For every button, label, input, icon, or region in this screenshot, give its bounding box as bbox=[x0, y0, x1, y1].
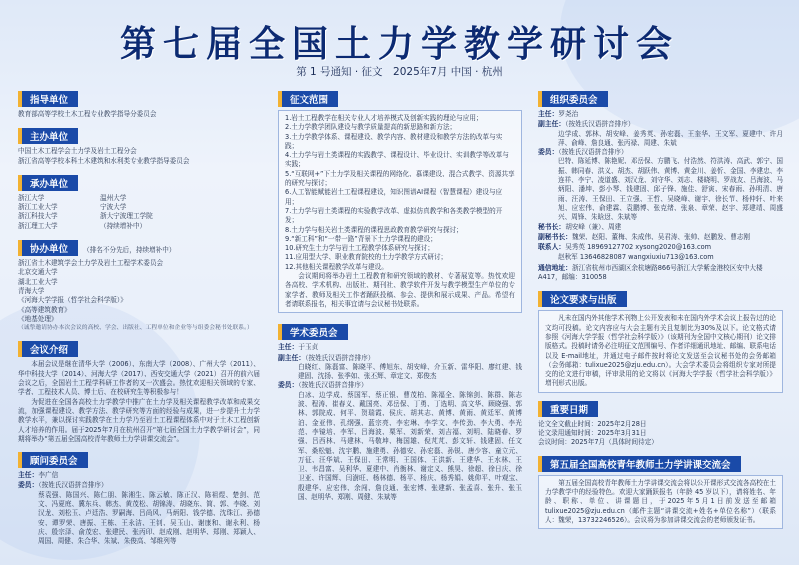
section-heading: 征文范围 bbox=[278, 91, 338, 107]
dates-section bbox=[538, 398, 783, 448]
organizer-name: 温州大学 bbox=[100, 193, 127, 202]
paper-section bbox=[538, 288, 783, 392]
organizer-name: 浙江大学 bbox=[18, 193, 45, 202]
field-label: 副秘书长： bbox=[538, 232, 572, 241]
paper-requirements: 凡未在国内外其他学术刊物上公开发表和未在国内外学术会议上报告过的论文均可投稿。论文内容应与大会主题有关且复制比为30%及以下。论文格式请参照《河海大学学报（哲学社会科学版）》（该期刊为全国中文核心期刊）论文排版格式。投稿时请务必注明征文范围编号、作者详细通讯地址、邮编、联系电话以及 E-mail地址，并通过电子邮件按时将论文发送至会议秘书处的会务邮箱（会务邮箱：tulixue2025@zju.edu.cn）。大会学术委员会将组织专家对所提交的论文进行审稿，评审录用的论文将以《河海大学学报（哲学社会科学版）》增刊形式出版。 bbox=[545, 314, 776, 388]
scope-item: 9.“新工科”和“一带一路”背景下土力学课程的建设； bbox=[285, 234, 437, 243]
section-heading: 主办单位 bbox=[18, 128, 78, 144]
members-note: （按姓氏汉语拼音排序） bbox=[305, 353, 375, 362]
field-label: 委员： bbox=[278, 381, 299, 390]
co-note: （排名不分先后，持续增补中） bbox=[83, 246, 176, 255]
org-members: 巴特、陈延博、陈艳妮、邓岳保、方鹏飞、付浩然、符洪涛、高武、郭宁、国振、韩同春、洪义、胡杰、胡跃伟、黄博、黄金川、姜忻、金国、李建忠、李连祥、李宁、凌道盛、刘汉龙、刘守华、刘志、楼晓明、罗战友、吕海波、马炳阳、潘坤、彭小琴、钱建固、邱子锋、施佳、舒寅、宋春雨、孙明清、唐雨、汪涛、王保田、王立强、王哲、吴晓峰、谢宇、徐长节、杨仲轩、叶来旭、应宏伟、俞建霖、袁鹏博、张克绪、张泉、章荣、赵宇、郑建靖、周盛兴、周锋、朱晗迓、朱斌等 bbox=[558, 157, 783, 222]
members-note: （按姓氏汉语拼音排序） bbox=[38, 481, 108, 490]
co-organizer-line: 浙江省土木建筑学会土力学及岩土工程学术委员会 bbox=[18, 259, 164, 268]
org-vice-members: 边学成、郭林、胡安峰、姜秀英、孙宏磊、王奎华、王文军、夏建中、许月萍、俞峰、詹良通、张丙禄、周建、朱斌 bbox=[558, 129, 783, 147]
academic-vice-members: 白晓红、陈磊富、陈晓平、傅旭东、胡安峰、介玉新、雷华阳、廖红建、钱建固、沈扬、张季如、张丕辉、章定文、郑俊杰 bbox=[298, 362, 522, 381]
org-section bbox=[538, 88, 783, 282]
date-item: 论文录用通知时间：2025年3月31日 bbox=[538, 429, 647, 438]
co-organizer-line: 《高等建筑教育》 bbox=[18, 305, 71, 314]
organizer-name: 浙江科技大学 bbox=[18, 212, 58, 221]
scope-item: 1.岩土工程教学在相关专业人才培养模式及创新实践的理论与应用； bbox=[285, 114, 483, 122]
scope-item: 4.土力学与岩土类课程的实践教学、课程设计、毕业设计、实训教学等改革与实践； bbox=[285, 151, 509, 169]
right-column bbox=[538, 88, 783, 529]
field-label: 通信地址： bbox=[538, 263, 572, 272]
section-heading: 顾问委员会 bbox=[18, 452, 88, 468]
scope-item: 2.土力学教学团队建设与教学质量提高的新思路和新方法； bbox=[285, 123, 457, 132]
section-heading: 指导单位 bbox=[18, 91, 78, 107]
academic-section bbox=[278, 321, 522, 502]
intro-section bbox=[18, 338, 260, 444]
contest-section bbox=[538, 453, 783, 529]
section-heading: 承办单位 bbox=[18, 175, 78, 191]
org-vice-secretary: 魏荣、赵阳、董梅、朱成伟、吴君涛、张帅、赵鹏发、曹志刚 bbox=[571, 232, 751, 241]
field-label: 主任： bbox=[18, 471, 39, 480]
section-heading: 第五届全国高校青年教师土力学讲课交流会 bbox=[538, 456, 741, 472]
org-secretary: 胡安峰（兼）、周建 bbox=[565, 222, 622, 231]
scope-item: 7.土力学与岩土类课程的实验教学改革、虚拟仿真教学和各类教学模型的开发； bbox=[285, 206, 503, 225]
co-organizer-line: 湖北工业大学 bbox=[18, 277, 58, 286]
date-item: 会议时间：2025年7月（具体时间待定） bbox=[538, 438, 658, 447]
org-chair: 罗尧治 bbox=[558, 110, 579, 118]
contact-line: 赵秋军 13646828087 wangxiuxiu713@163.com bbox=[558, 253, 714, 262]
host-section bbox=[18, 125, 260, 166]
co-footnote: （诚挚邀请协办本次会议的高校、学会、出版社、工程单位和企业等与组委会秘书处联系。） bbox=[18, 325, 253, 332]
academic-members: 白冰、边学成、蔡国军、蔡正银、曹茂柏、陈福全、陈锦剑、陈群、陈志波、程涛、崔春义、戴国亮、邓岳保、丁勇、丁选明、高文华、顾晓强、郭林、郭院成、何平、贺瑞霞、侯庆、胡其志、黄博、黄雨、黄廷军、黄博泊、金亚伟、孔纲强、蓝宗亮、李宏琳、李学文、李传劲、李大勇、李光范、李镜培、李军、吕海波、栗军、刘新荣、刘吉福、刘明、陆晓春、罗强、吕西林、马建林、马敬坤、梅国雄、倪芃芃、彭文轩、钱建固、任文军、桑松魁、沈宇鹏、施建勇、孙德安、孙宏磊、孙锐、唐少容、童立元、万征、汪华斌、王保田、王常明、王国体、王洪新、王建华、王水林、王卫、韦昌富、吴利华、夏建中、肖衡林、谢定义、熊昊、徐超、徐日庆、徐卫亚、许国辉、闫澍旺、杨林德、杨平、杨庆、杨秀娟、姚仰平、叶观宝、殷建华、应宏伟、余闯、詹良通、张宏博、张建新、张孟喜、张升、张玉国、赵明华、郑刚、周健、朱斌等 bbox=[298, 390, 522, 501]
scope-section bbox=[278, 88, 522, 313]
organizer-name: 浙江理工大学 bbox=[18, 221, 58, 230]
middle-column bbox=[278, 88, 522, 502]
scope-item: 8.土力学与相关岩土类课程的课程思政教育教学研究与探讨； bbox=[285, 225, 463, 234]
scope-item: 10.研究生土力学与岩土工程教学体系研究与探讨； bbox=[285, 244, 434, 253]
field-label: 委员： bbox=[538, 148, 559, 157]
advisory-section bbox=[18, 449, 260, 546]
guide-text: 教育部高等学校土木工程专业教学指导分委员会 bbox=[18, 110, 157, 118]
field-label: 联系人： bbox=[538, 243, 566, 252]
organizer-name: 宁波大学 bbox=[100, 203, 127, 212]
field-label: 副主任： bbox=[538, 120, 566, 129]
section-heading: 论文要求与出版 bbox=[538, 291, 627, 307]
guide-section bbox=[18, 88, 260, 119]
contact-line: 吴秀英 18969127702 xysong2020@163.com bbox=[565, 243, 712, 252]
intro-paragraph: 本届会议是继在清华大学（2006）、东南大学（2008）、广州大学（2011）、华中科技大学（2014）、河海大学（2017）、西安交通大学（2021）召开的前六届会议之后，全国岩土工程学科研工作者的又一次盛会。热忱欢迎相关领域的专家、学者、工程技术人员、博士后、在校研究生等积极参与！ bbox=[18, 360, 260, 397]
field-label: 副主任： bbox=[278, 353, 306, 362]
field-label: 主任： bbox=[278, 343, 299, 352]
organizer-name: 浙大宁波理工学院 bbox=[100, 212, 153, 221]
members-note: （按姓氏汉语拼音排序） bbox=[565, 120, 635, 129]
scope-item: 11.应用型大学、职业教育院校的土力学教学方式研讨； bbox=[285, 253, 448, 262]
members-note: （按姓氏汉语拼音排序） bbox=[298, 381, 368, 390]
organizer-section bbox=[18, 172, 260, 231]
scope-closing: 会议期间将举办岩土工程教育和研究领域的教材、专著展览等。热忱欢迎各高校、学术机构、出版社、期刊社、教学软件开发与教学模型生产单位的专家学者、教师及相关工作者踊跃投稿、参会、提供和展示成果、产品。希望有者请联系报名，相关事宜请与会议秘书处联系。 bbox=[285, 272, 515, 308]
field-label: 委员： bbox=[18, 481, 39, 490]
mailing-address: 浙江省杭州市西湖区余杭塘路866号浙江大学紫金港校区安中大楼A417，邮编：310058 bbox=[538, 263, 763, 282]
co-organizer-line: 青海大学 bbox=[18, 286, 45, 295]
page-title: 第七届全国土力学教学研讨会 bbox=[119, 24, 679, 65]
section-heading: 学术委员会 bbox=[278, 324, 348, 340]
field-label: 秘书长： bbox=[538, 222, 566, 231]
advisory-members: 蔡袁强、陈国兴、陈仁朋、陈湘生、陈云敏、陈正汉、陈祖煜、楚剑、范文、冯夏庭、冀东兵、韩杰、黄茂松、胡锦涛、胡晓东、简、郭、李晓、刘汉龙、刘松玉、卢廷浩、罗嗣海、吕尚风、马炳阳、钱学德、沈珠江、孙德安、谭罗荣、唐振、王栋、王永洁、王钊、吴玉山、谢康和、谢永利、杨庆、殷宗泽、俞茂宏、张建民、张丙印、赵成刚、赵明华、郑刚、郑颖人、周国、周健、朱合华、朱斌、朱俊高、邹维列等 bbox=[38, 490, 260, 546]
co-organizer-line: 《地基处理》 bbox=[18, 314, 58, 323]
page-subtitle: 第 1 号通知 · 征文 2025年7月 中国 · 杭州 bbox=[296, 66, 503, 78]
organizer-name: 浙江工业大学 bbox=[18, 203, 58, 212]
co-organizer-line: 《河海大学学报（哲学社会科学版）》 bbox=[18, 296, 127, 305]
contest-text: 第五届全国高校青年教师土力学讲课交流会将以公开课形式交流各高校在土力学教学中的经验特色。欢迎大家踊跃报名（年龄 45 岁以下），请将姓名、年龄、职称、单位、讲课题目，于2025年5月1日前发送至邮箱tulixue2025@zju.edu.cn（邮件主题“讲课交流+姓名+单位名称”）（联系人：魏荣，13732246526）。会议将为参加讲课交流会的老师颁发证书。 bbox=[545, 478, 776, 524]
section-heading: 重要日期 bbox=[538, 401, 598, 417]
organizer-name: （持续增补中） bbox=[100, 221, 147, 230]
advisory-chair: 李广信 bbox=[38, 471, 59, 480]
page-header bbox=[0, 0, 799, 84]
intro-paragraph: 为促进在全国各高校土力学教学中推广在土力学及相关课程教学改革和成果交流，加强课程建设、教学方法、教学研究等方面的经验与成果，进一步提升土力学教学水平，兼以探讨实践教学在土力学乃至岩土工程课程体系中对于土木工程创新人才培养的作用。届于2025年7月在杭州召开“第七届全国土力学教学研讨会”，同期将举办“第五届全国高校青年教师土力学讲课交流会”。 bbox=[18, 397, 260, 443]
host-line: 浙江省高等学校本科土木建筑和水利类专业教学指导委员会 bbox=[18, 156, 190, 165]
co-organizer-line: 北京交通大学 bbox=[18, 268, 58, 277]
scope-item: 12.其他相关课程教学改革与建设。 bbox=[285, 262, 388, 271]
field-label: 主任： bbox=[538, 110, 559, 118]
scope-item: 3.土力学教学体系、课程建设、教学内容、教材建设和教学方法的改革与实践； bbox=[285, 132, 503, 150]
host-line: 中国土木工程学会土力学及岩土工程分会 bbox=[18, 147, 137, 156]
section-heading: 协办单位 bbox=[18, 240, 78, 256]
co-organizer-section bbox=[18, 237, 260, 333]
members-note: （按姓氏汉语拼音排序） bbox=[558, 148, 628, 157]
left-column bbox=[18, 88, 260, 547]
section-heading: 会议介绍 bbox=[18, 341, 78, 357]
date-item: 论文全文截止时间：2025年2月28日 bbox=[538, 419, 647, 428]
academic-chair: 于玉贞 bbox=[298, 343, 319, 352]
scope-item: 6.人工智能赋能岩土工程课程建设，知识图谱AI课程（智慧课程）建设与应用； bbox=[285, 188, 503, 206]
scope-item: 5.“互联网+”下土力学及相关课程的网络化、慕课建设、混合式教学、资源共享的研究与探讨； bbox=[285, 169, 515, 188]
section-heading: 组织委员会 bbox=[538, 91, 608, 107]
